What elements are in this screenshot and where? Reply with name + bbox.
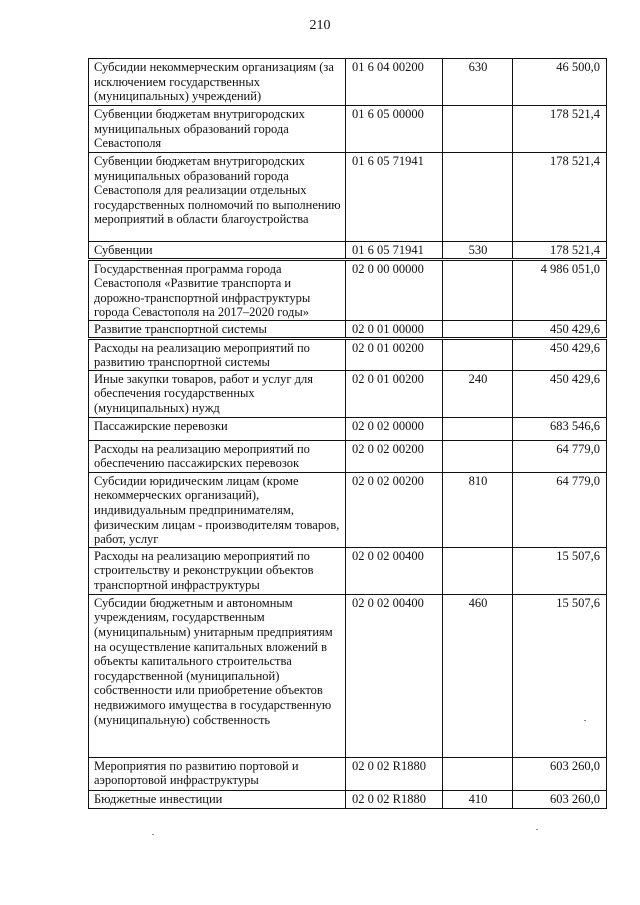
row-name: Расходы на реализацию мероприятий по обеспечению пассажирских перевозок — [89, 440, 346, 472]
row-amount: 450 429,6 — [513, 370, 607, 417]
row-expense-type — [443, 106, 513, 153]
row-amount: 178 521,4 — [513, 242, 607, 260]
row-amount: 64 779,0 — [513, 440, 607, 472]
row-code: 02 0 01 00200 — [346, 370, 443, 417]
row-name: Развитие транспортной системы — [89, 320, 346, 338]
row-code: 01 6 04 00200 — [346, 59, 443, 106]
scan-speck — [536, 829, 538, 830]
row-name: Иные закупки товаров, работ и услуг для обеспечения государственных (муниципальных) нужд — [89, 370, 346, 417]
row-amount: 46 500,0 — [513, 59, 607, 106]
row-amount: 178 521,4 — [513, 106, 607, 153]
row-code: 01 6 05 00000 — [346, 106, 443, 153]
row-code: 02 0 00 00000 — [346, 259, 443, 320]
row-name: Бюджетные инвестиции — [89, 790, 346, 808]
table-row — [89, 153, 607, 242]
row-amount: 178 521,4 — [513, 153, 607, 242]
row-amount: 450 429,6 — [513, 320, 607, 338]
row-code: 02 0 01 00000 — [346, 320, 443, 338]
row-name: Субвенции бюджетам внутригородских муниципальных образований города Севастополя — [89, 106, 346, 153]
table-row — [89, 59, 607, 106]
row-code: 02 0 01 00200 — [346, 338, 443, 370]
row-amount: 450 429,6 — [513, 338, 607, 370]
row-amount: 603 260,0 — [513, 790, 607, 808]
row-amount: 603 260,0 — [513, 757, 607, 790]
row-amount: 15 507,6 — [513, 594, 607, 757]
row-name: Субсидии юридическим лицам (кроме некоммерческих организаций), индивидуальным предпринимателям, физическим лицам - производителям товаров, работ, услуг — [89, 472, 346, 547]
row-name: Расходы на реализацию мероприятий по строительству и реконструкции объектов транспортной инфраструктуры — [89, 547, 346, 594]
row-amount: 683 546,6 — [513, 417, 607, 440]
row-expense-type: 460 — [443, 594, 513, 757]
row-name: Пассажирские перевозки — [89, 417, 346, 440]
table-row — [89, 594, 607, 757]
table-row — [89, 440, 607, 472]
row-code: 02 0 02 00200 — [346, 472, 443, 547]
row-code: 02 0 02 00400 — [346, 594, 443, 757]
table-row — [89, 757, 607, 790]
row-code: 02 0 02 R1880 — [346, 790, 443, 808]
row-name: Субсидии бюджетным и автономным учреждениям, государственным (муниципальным) унитарным предприятиям на осуществление капитальных вложений в объекты капитального строительства государственной (муниципальной) собственности или приобретение объектов недвижимого имущества в государственную (муниципальную) собственность — [89, 594, 346, 757]
row-expense-type: 630 — [443, 59, 513, 106]
row-name: Мероприятия по развитию портовой и аэропортовой инфраструктуры — [89, 757, 346, 790]
table-row — [89, 259, 607, 320]
table-row — [89, 417, 607, 440]
row-code: 02 0 02 00400 — [346, 547, 443, 594]
row-expense-type — [443, 153, 513, 242]
row-name: Субвенции — [89, 242, 346, 260]
row-code: 02 0 02 00000 — [346, 417, 443, 440]
row-expense-type: 240 — [443, 370, 513, 417]
page-number: 210 — [309, 18, 331, 33]
row-amount: 64 779,0 — [513, 472, 607, 547]
row-name: Субсидии некоммерческим организациям (за исключением государственных (муниципальных) учреждений) — [89, 59, 346, 106]
row-name: Субвенции бюджетам внутригородских муниципальных образований города Севастополя для реализации отдельных государственных полномочий по выполнению мероприятий в области благоустройства — [89, 153, 346, 242]
row-code: 02 0 02 00200 — [346, 440, 443, 472]
scan-speck — [152, 834, 154, 835]
row-expense-type — [443, 320, 513, 338]
row-expense-type: 410 — [443, 790, 513, 808]
row-expense-type — [443, 259, 513, 320]
scan-speck — [584, 720, 586, 721]
table-row — [89, 106, 607, 153]
budget-table — [88, 58, 607, 809]
row-expense-type — [443, 417, 513, 440]
row-code: 01 6 05 71941 — [346, 153, 443, 242]
table-row — [89, 472, 607, 547]
row-name: Государственная программа города Севастополя «Развитие транспорта и дорожно-транспортной инфраструктуры города Севастополя на 2017–2020 годы» — [89, 259, 346, 320]
row-code: 02 0 02 R1880 — [346, 757, 443, 790]
row-amount: 4 986 051,0 — [513, 259, 607, 320]
row-expense-type — [443, 757, 513, 790]
table-row — [89, 242, 607, 260]
table-row — [89, 370, 607, 417]
table-row — [89, 320, 607, 338]
row-name: Расходы на реализацию мероприятий по развитию транспортной системы — [89, 338, 346, 370]
table-row — [89, 790, 607, 808]
row-amount: 15 507,6 — [513, 547, 607, 594]
table-row — [89, 338, 607, 370]
row-expense-type — [443, 440, 513, 472]
row-expense-type: 530 — [443, 242, 513, 260]
row-expense-type — [443, 338, 513, 370]
row-code: 01 6 05 71941 — [346, 242, 443, 260]
row-expense-type: 810 — [443, 472, 513, 547]
table-row — [89, 547, 607, 594]
row-expense-type — [443, 547, 513, 594]
